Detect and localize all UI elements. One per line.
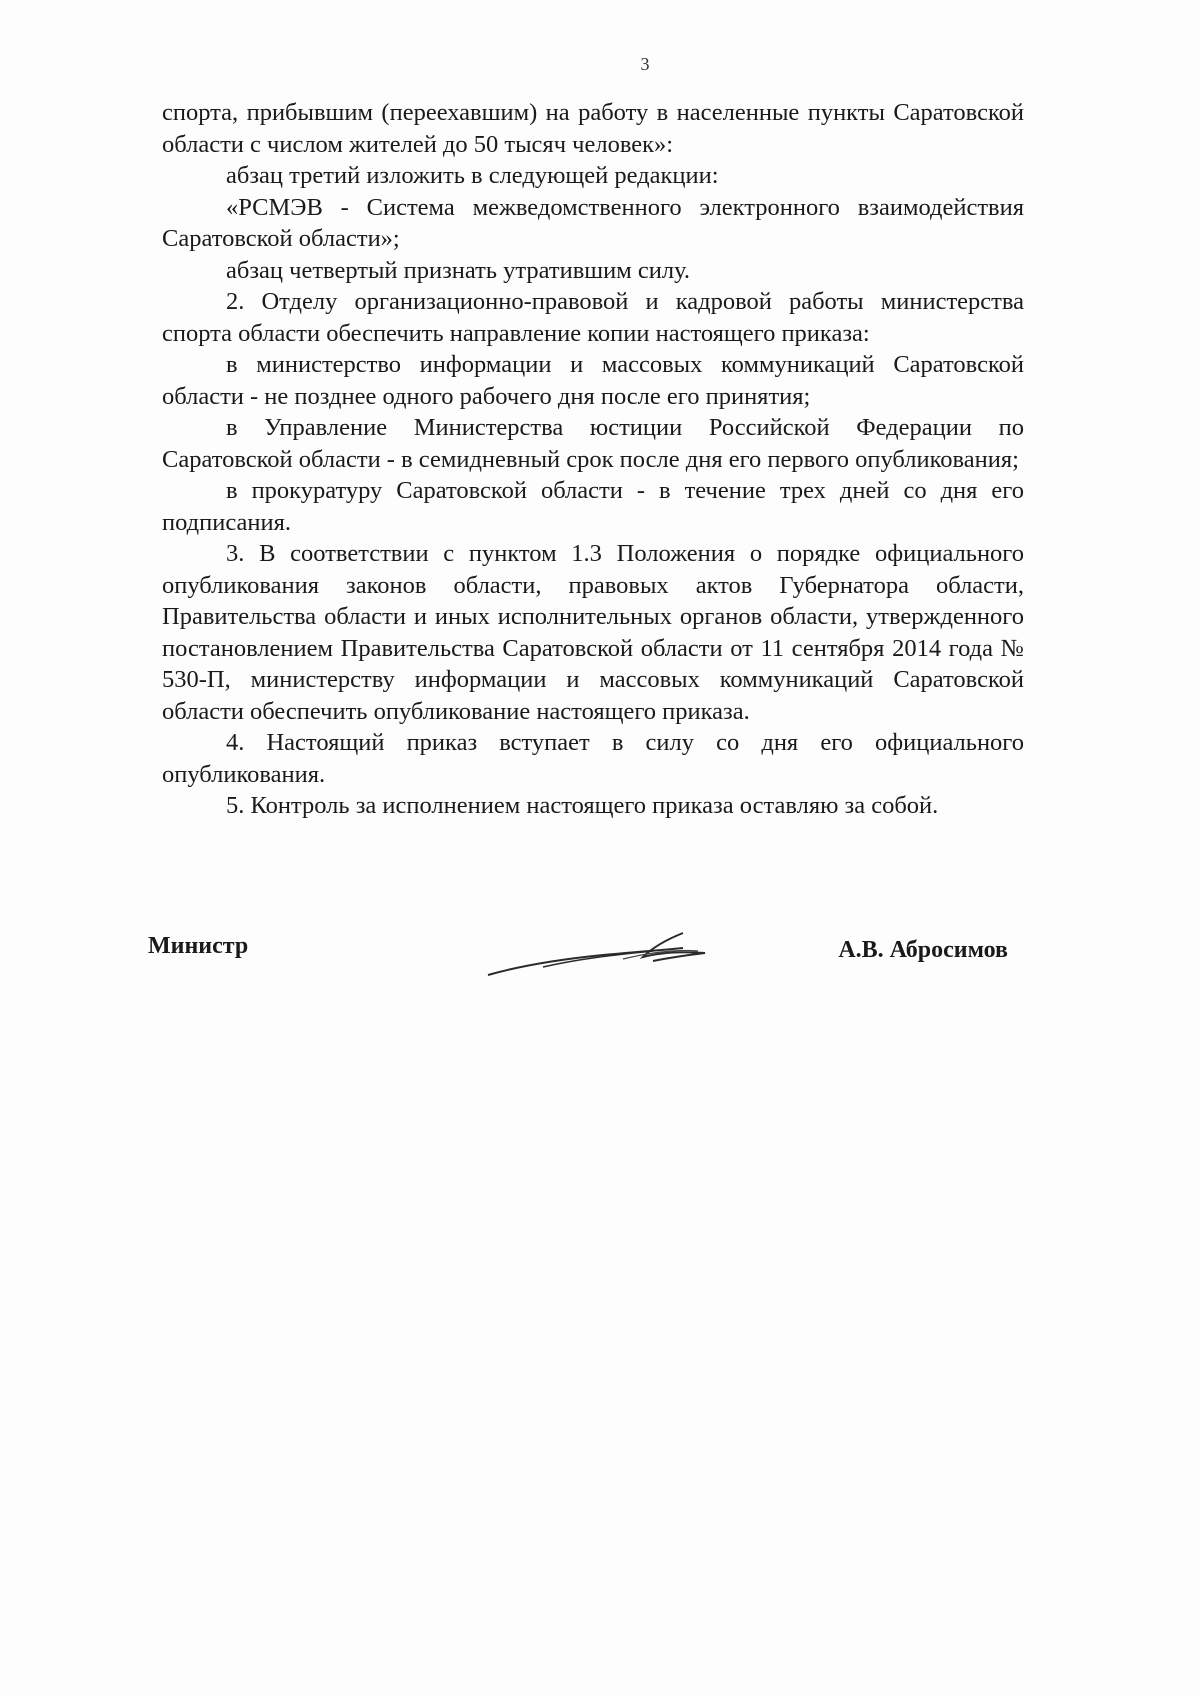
paragraph: в министерство информации и массовых коммуникаций Саратовской области - не позднее одного рабочего дня после его принятия; xyxy=(162,351,1024,410)
signatory-title: Министр xyxy=(148,933,249,959)
paragraph: в Управление Министерства юстиции Российской Федерации по Саратовской области - в семидневный срок после дня его первого опубликования; xyxy=(162,414,1024,473)
signatory-name: А.В. Абросимов xyxy=(838,937,1008,963)
paragraph: абзац четвертый признать утратившим силу. xyxy=(226,256,691,284)
paragraph: 4. Настоящий приказ вступает в силу со дня его официального опубликования. xyxy=(162,729,1024,788)
paragraph: 3. В соответствии с пунктом 1.3 Положения о порядке официального опубликования законов области, правовых актов Губернатора области, Правительства области и иных исполнительных органов области, утвержденного постановлением Правительства Саратовской области от 11 сентября 2014 года № 530-П, министерству информации и массовых коммуникаций Саратовской области обеспечить опубликование настоящего приказа. xyxy=(162,540,1024,725)
paragraph: 5. Контроль за исполнением настоящего приказа оставляю за собой. xyxy=(226,792,939,819)
document-body xyxy=(162,97,1024,822)
paragraph: 2. Отделу организационно-правовой и кадровой работы министерства спорта области обеспечить направление копии настоящего приказа: xyxy=(162,288,1024,347)
paragraph: спорта, прибывшим (переехавшим) на работу в населенные пункты Саратовской области с числом жителей до 50 тысяч человек»: xyxy=(162,99,1024,158)
signature-block xyxy=(148,925,1008,985)
handwritten-signature xyxy=(483,915,713,985)
paragraph: в прокуратуру Саратовской области - в течение трех дней со дня его подписания. xyxy=(162,477,1024,536)
page-number: 3 xyxy=(640,54,650,74)
paragraph: «РСМЭВ - Система межведомственного электронного взаимодействия Саратовской области»; xyxy=(162,193,1024,252)
paragraph: абзац третий изложить в следующей редакции: xyxy=(226,162,719,189)
